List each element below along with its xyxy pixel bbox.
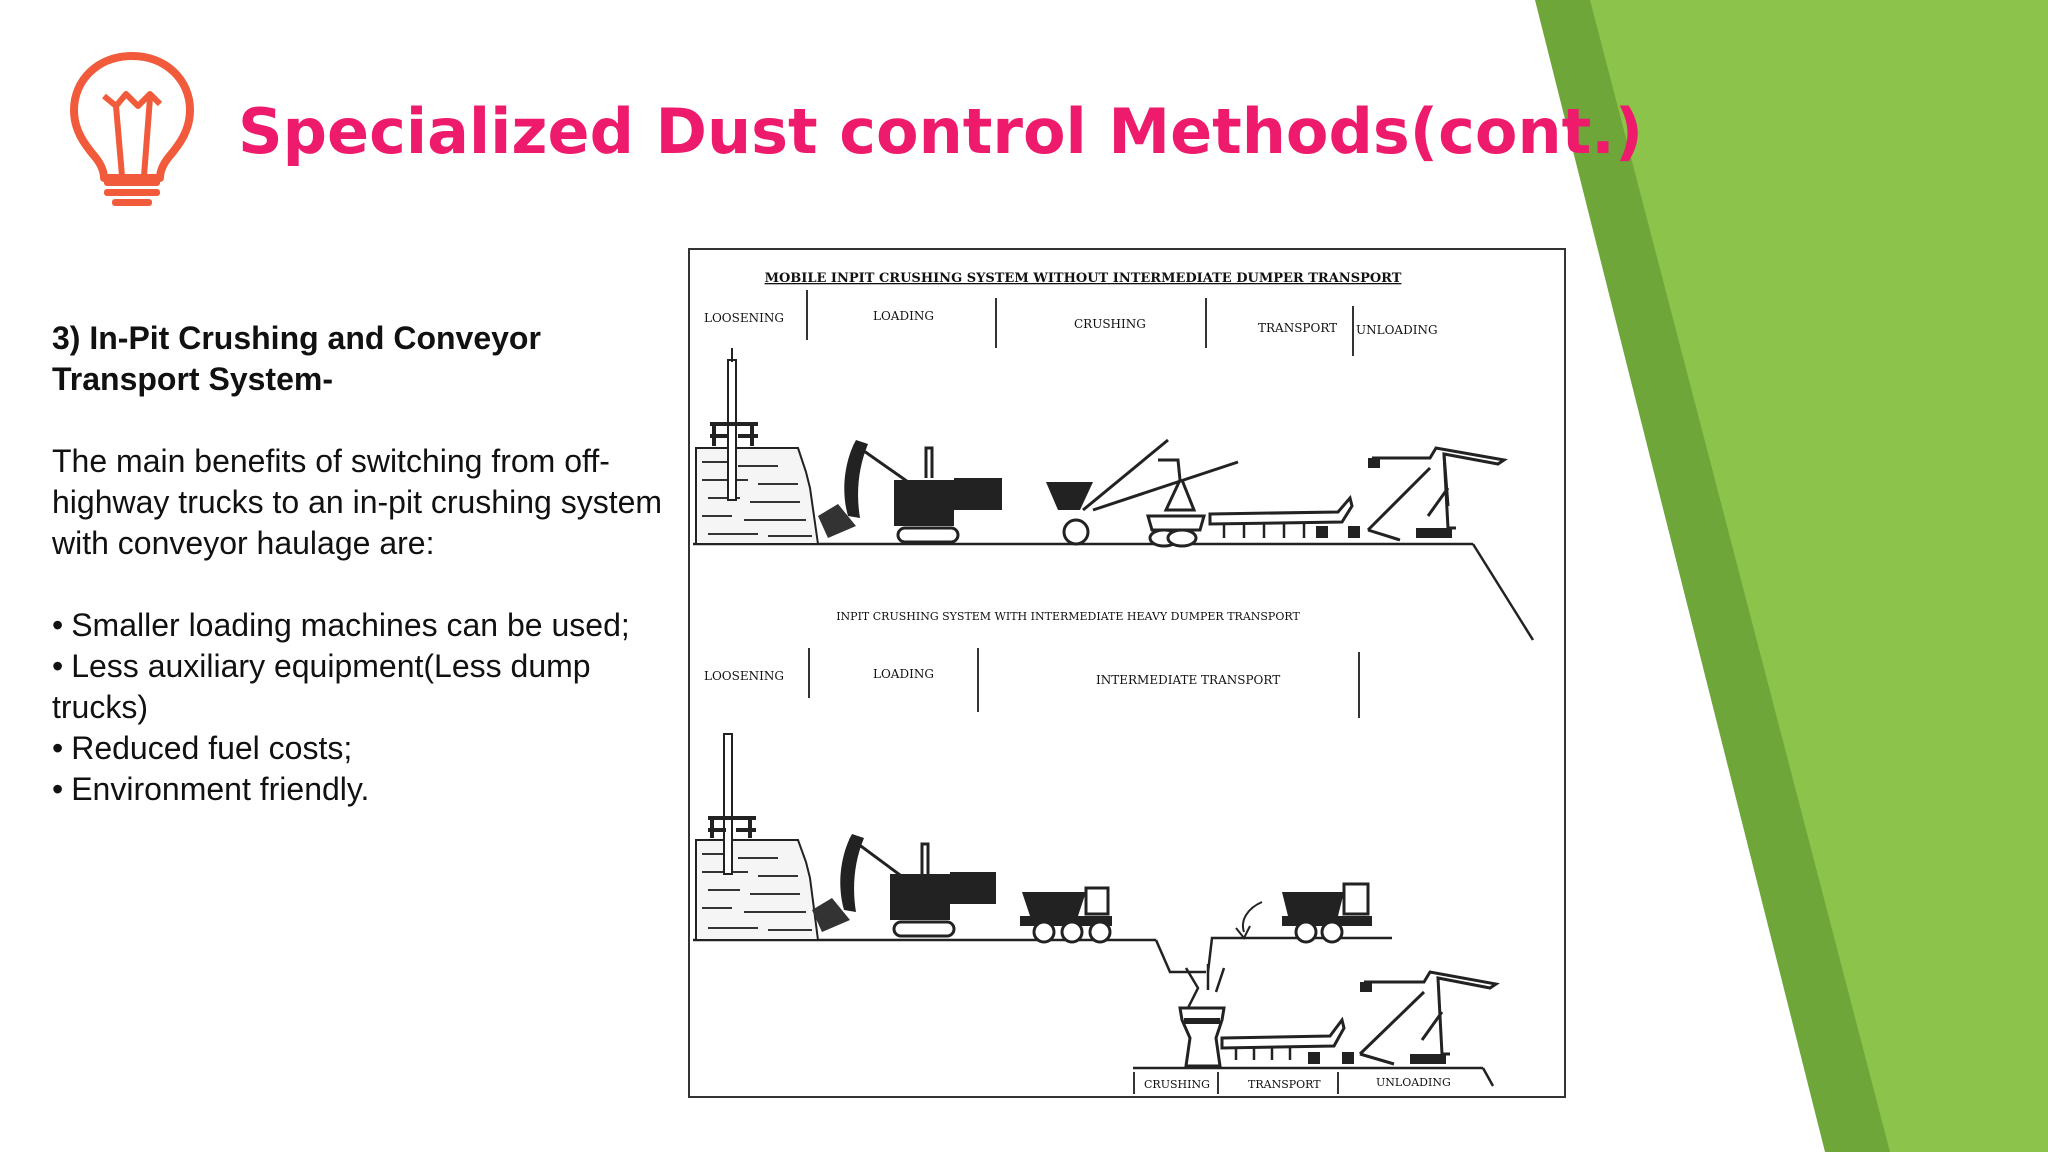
list-item <box>52 728 692 769</box>
top-stage-label: UNLOADING <box>1356 323 1438 337</box>
top-stage-label: LOOSENING <box>704 311 784 325</box>
bullet-icon: • <box>52 730 64 766</box>
top-diagram-title: MOBILE INPIT CRUSHING SYSTEM WITHOUT INTERMEDIATE DUMPER TRANSPORT <box>764 271 1402 286</box>
list-item <box>52 605 692 646</box>
benefit-text: Less auxiliary equipment(Less dump trucks) <box>52 648 591 725</box>
top-stage-label: CRUSHING <box>1074 317 1146 331</box>
bullet-icon: • <box>52 771 64 807</box>
benefit-text: Reduced fuel costs; <box>71 730 353 766</box>
dump-truck-illustration <box>1020 888 1112 942</box>
bottom-lower-stage-label: CRUSHING <box>1144 1078 1210 1091</box>
slide-title: Specialized Dust control Methods(cont.) <box>238 95 1644 168</box>
list-item <box>52 646 692 728</box>
benefit-text: Smaller loading machines can be used; <box>71 607 630 643</box>
bullet-icon: • <box>52 648 64 684</box>
intro-paragraph: The main benefits of switching from off-highway trucks to an in-pit crushing system with conveyor haulage are: <box>52 443 663 561</box>
bottom-stage-label: LOOSENING <box>704 669 784 683</box>
bottom-diagram-title: INPIT CRUSHING SYSTEM WITH INTERMEDIATE HEAVY DUMPER TRANSPORT <box>836 610 1300 623</box>
top-stage-label: LOADING <box>873 309 934 323</box>
lightbulb-icon <box>64 48 200 208</box>
bottom-lower-stage-label: TRANSPORT <box>1248 1078 1321 1091</box>
bottom-stage-label: LOADING <box>873 667 934 681</box>
bottom-lower-stage-label: UNLOADING <box>1376 1076 1451 1089</box>
list-item <box>52 769 692 810</box>
top-stage-label: TRANSPORT <box>1258 321 1338 335</box>
bottom-stage-label: INTERMEDIATE TRANSPORT <box>1096 673 1281 687</box>
benefit-text: Environment friendly. <box>71 771 370 807</box>
section-heading: 3) In-Pit Crushing and Conveyor Transport System- <box>52 320 541 397</box>
bullet-icon: • <box>52 607 64 643</box>
benefits-list <box>52 605 692 810</box>
content-text <box>52 318 692 810</box>
crushing-system-diagram <box>688 248 1568 1100</box>
